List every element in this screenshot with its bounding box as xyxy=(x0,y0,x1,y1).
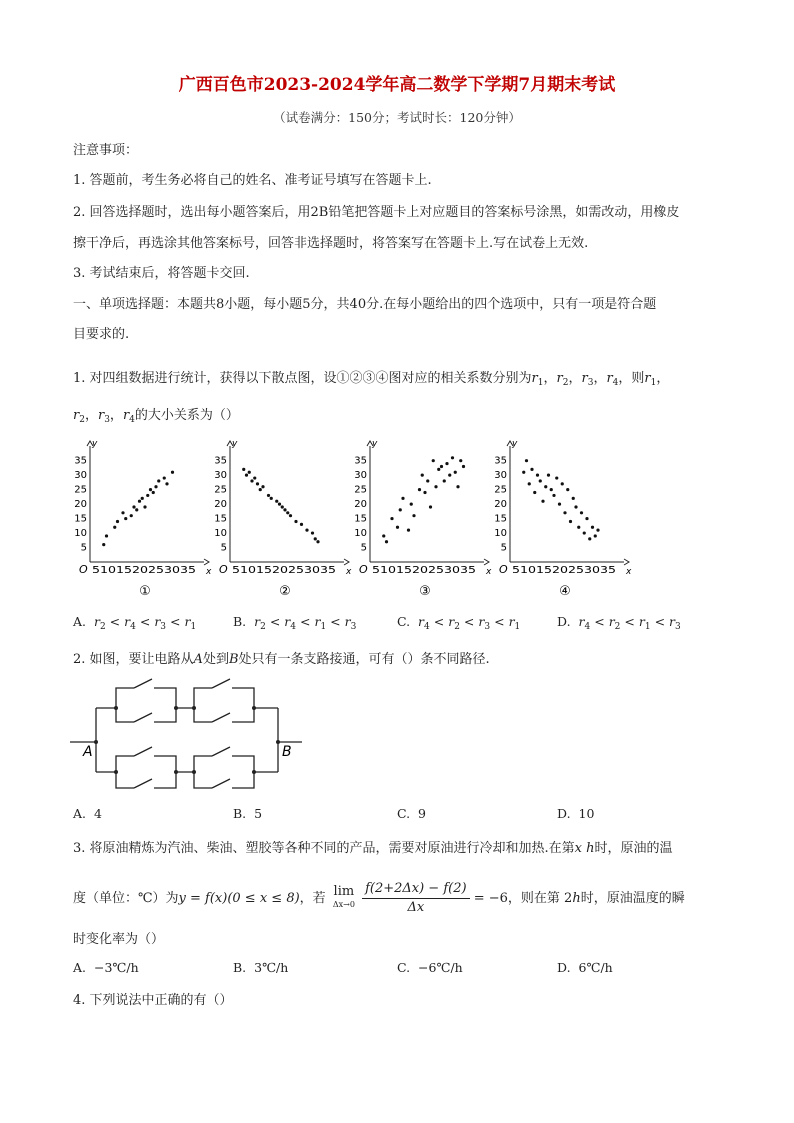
x-arrow xyxy=(624,559,629,565)
scatter-point xyxy=(171,471,174,474)
scatter-point xyxy=(253,476,256,479)
scatter-point xyxy=(242,468,245,471)
y-axis-label: y xyxy=(512,439,518,449)
scatter-point xyxy=(434,485,437,488)
scatter-point xyxy=(539,479,542,482)
scatter-point xyxy=(583,531,586,534)
scatter-point xyxy=(286,511,289,514)
y-tick-label: 20 xyxy=(214,499,227,511)
origin-label: O xyxy=(219,563,228,576)
scatter-point xyxy=(105,534,108,537)
scatter-point xyxy=(289,514,292,517)
note-item: 擦干净后，再选涂其他答案标号，回答非选择题时，将答案写在答题卡上.写在试卷上无效. xyxy=(73,236,589,251)
q1-option-a[interactable]: A. $r_2 < r_4 < r_3 < r_1$ xyxy=(73,614,197,632)
y-tick-label: 20 xyxy=(74,499,87,511)
scatter-point xyxy=(130,514,133,517)
r-symbol: $r_4$ xyxy=(124,614,136,632)
scatter-point xyxy=(423,491,426,494)
scatter-point xyxy=(154,485,157,488)
y-tick-label: 30 xyxy=(354,470,367,482)
y-tick-label: 20 xyxy=(494,499,507,511)
q3-option-a[interactable]: A. −3℃/h xyxy=(73,960,139,975)
x-arrow xyxy=(484,559,489,565)
r-symbol: $r_1$ xyxy=(184,614,197,632)
scatter-point xyxy=(588,537,591,540)
scatter-plot-1 xyxy=(74,439,212,598)
r-symbol: $r_4$ xyxy=(578,614,591,632)
page-title: 广西百色市2023-2024学年高二数学下学期7月期末考试 xyxy=(178,75,616,95)
x-tick-labels: 5101520253035 xyxy=(92,565,196,576)
y-tick-label: 10 xyxy=(354,528,367,540)
x-tick-labels: 5101520253035 xyxy=(232,565,336,576)
notes-heading: 注意事项： xyxy=(73,143,139,158)
scatter-point xyxy=(248,471,251,474)
q1-option-b[interactable]: B. $r_2 < r_4 < r_1 < r_3$ xyxy=(233,614,357,632)
question-2-stem: 2. 如图，要让电路从A处到B处只有一条支路接通，可有（）条不同路径. xyxy=(73,652,490,667)
scatter-point xyxy=(440,465,443,468)
scatter-point xyxy=(245,474,248,477)
r-symbol: $r_4$ xyxy=(284,614,297,632)
scatter-point xyxy=(544,485,547,488)
scatter-point xyxy=(432,459,435,462)
scatter-point xyxy=(382,534,385,537)
scatter-point xyxy=(558,503,561,506)
scatter-point xyxy=(580,511,583,514)
scatter-point xyxy=(283,508,286,511)
scatter-point xyxy=(533,491,536,494)
scatter-point xyxy=(152,491,155,494)
scatter-point xyxy=(113,526,116,529)
question-3-stem-end: 时变化率为（） xyxy=(73,932,165,947)
x-tick-labels: 5101520253035 xyxy=(372,565,476,576)
y-tick-label: 5 xyxy=(220,542,227,554)
r-symbol: $r_1$ xyxy=(638,614,651,632)
q2-option-c[interactable]: C. 9 xyxy=(397,806,426,821)
r-symbol: $r_2$ xyxy=(93,614,106,632)
q3-option-b[interactable]: B. 3℃/h xyxy=(233,960,289,975)
scatter-point xyxy=(418,488,421,491)
scatter-point xyxy=(143,505,146,508)
y-tick-label: 25 xyxy=(214,484,227,496)
origin-label: O xyxy=(499,563,508,576)
scatter-plots xyxy=(60,436,720,598)
y-tick-label: 35 xyxy=(494,455,507,467)
x-axis-label: x xyxy=(486,567,492,577)
scatter-point xyxy=(300,523,303,526)
scatter-point xyxy=(536,474,539,477)
scatter-point xyxy=(157,479,160,482)
r-symbol: $r_3$ xyxy=(344,614,357,632)
scatter-point xyxy=(138,500,141,503)
q2-option-a[interactable]: A. 4 xyxy=(73,806,102,821)
y-tick-label: 20 xyxy=(354,499,367,511)
r-symbol: $r_3$ xyxy=(154,614,167,632)
scatter-point xyxy=(390,517,393,520)
scatter-point xyxy=(445,462,448,465)
scatter-plot-2 xyxy=(214,439,352,598)
scatter-point xyxy=(566,488,569,491)
r-symbol: $r_3$ xyxy=(669,614,681,632)
scatter-point xyxy=(121,511,124,514)
scatter-point xyxy=(165,482,168,485)
scatter-point xyxy=(250,479,253,482)
scatter-point xyxy=(577,526,580,529)
scatter-point xyxy=(102,543,105,546)
r-symbol: $r_1$ xyxy=(508,614,521,632)
y-tick-label: 25 xyxy=(354,484,367,496)
scatter-point xyxy=(563,511,566,514)
scatter-point xyxy=(547,474,550,477)
scatter-point xyxy=(407,529,410,532)
scatter-point xyxy=(456,485,459,488)
x-arrow xyxy=(344,559,349,565)
scatter-point xyxy=(267,494,270,497)
y-tick-label: 35 xyxy=(74,455,87,467)
exam-info: （试卷满分：150分；考试时长：120分钟） xyxy=(273,110,521,125)
r-symbol: $r_3$ xyxy=(478,614,491,632)
scatter-point xyxy=(569,520,572,523)
y-tick-label: 10 xyxy=(494,528,507,540)
r-symbol: $r_1$ xyxy=(314,614,327,632)
x-tick-labels: 5101520253035 xyxy=(512,565,616,576)
scatter-point xyxy=(530,468,533,471)
note-item: 1. 答题前，考生务必将自己的姓名、准考证号填写在答题卡上. xyxy=(73,173,432,188)
y-tick-label: 30 xyxy=(494,470,507,482)
scatter-point xyxy=(574,505,577,508)
plot-number: ① xyxy=(139,584,151,598)
y-tick-label: 5 xyxy=(360,542,367,554)
scatter-point xyxy=(594,534,597,537)
fraction: $\frac{f(2+2\Delta x) - f(2)}{\Delta x}$ xyxy=(362,880,470,917)
x-axis-label: x xyxy=(346,567,352,577)
scatter-point xyxy=(278,503,281,506)
q1-option-c[interactable]: C. $r_4 < r_2 < r_3 < r_1$ xyxy=(397,614,521,632)
scatter-point xyxy=(462,465,465,468)
y-tick-label: 35 xyxy=(354,455,367,467)
scatter-point xyxy=(596,529,599,532)
scatter-point xyxy=(443,479,446,482)
y-tick-label: 5 xyxy=(80,542,87,554)
scatter-point xyxy=(451,456,454,459)
scatter-point xyxy=(281,505,284,508)
scatter-point xyxy=(146,494,149,497)
scatter-point xyxy=(141,497,144,500)
scatter-point xyxy=(437,468,440,471)
scatter-point xyxy=(552,494,555,497)
scatter-point xyxy=(311,531,314,534)
note-item: 3. 考试结束后，将答题卡交回. xyxy=(73,266,250,281)
x-axis-label: x xyxy=(206,567,212,577)
scatter-point xyxy=(454,471,457,474)
note-item: 2. 回答选择题时，选出每小题答案后，用2B铅笔把答题卡上对应题目的答案标号涂黑，如需改动，用橡皮 xyxy=(73,205,680,220)
y-tick-label: 35 xyxy=(214,455,227,467)
r-symbol: $r_2$ xyxy=(254,614,266,632)
scatter-point xyxy=(135,508,138,511)
scatter-plot-4 xyxy=(494,439,632,598)
scatter-point xyxy=(550,488,553,491)
y-tick-label: 15 xyxy=(354,513,367,525)
scatter-point xyxy=(429,505,432,508)
y-axis-label: y xyxy=(92,439,98,449)
scatter-point xyxy=(541,500,544,503)
scatter-point xyxy=(294,520,297,523)
scatter-point xyxy=(149,488,152,491)
scatter-point xyxy=(561,482,564,485)
x-arrow xyxy=(204,559,209,565)
r-symbol: $r_4$ xyxy=(418,614,430,632)
y-tick-label: 15 xyxy=(494,513,507,525)
section-heading: 一、单项选择题：本题共8小题，每小题5分，共40分.在每小题给出的四个选项中，只有一项是符合题 xyxy=(73,297,657,312)
origin-label: O xyxy=(359,563,368,576)
y-tick-label: 15 xyxy=(74,513,87,525)
scatter-point xyxy=(270,497,273,500)
question-4-stem: 4. 下列说法中正确的有（） xyxy=(73,993,233,1008)
point-a-label: A xyxy=(83,744,93,760)
y-tick-label: 5 xyxy=(500,542,507,554)
plot-number: ③ xyxy=(419,584,431,598)
scatter-point xyxy=(528,482,531,485)
plot-number: ② xyxy=(279,584,291,598)
y-axis-label: y xyxy=(232,439,238,449)
scatter-point xyxy=(116,520,119,523)
q3-option-d[interactable]: D. 6℃/h xyxy=(557,960,613,975)
scatter-point xyxy=(448,474,451,477)
q2-option-b[interactable]: B. 5 xyxy=(233,806,263,821)
y-tick-label: 10 xyxy=(214,528,227,540)
q1-option-d[interactable]: D. $r_4 < r_2 < r_1 < r_3$ xyxy=(557,614,681,632)
section-heading-cont: 目要求的. xyxy=(73,327,130,342)
circuit-diagram xyxy=(70,676,310,802)
scatter-point xyxy=(459,459,462,462)
scatter-point xyxy=(132,505,135,508)
scatter-point xyxy=(163,476,166,479)
scatter-point xyxy=(256,482,259,485)
scatter-point xyxy=(275,500,278,503)
q3-option-c[interactable]: C. −6℃/h xyxy=(397,960,463,975)
question-1-stem: 1. 对四组数据进行统计，获得以下散点图，设①②③④图对应的相关系数分别为$r_1$，$r_2$，$r_3$，$r_4$，则$r_1$， xyxy=(73,371,670,388)
scatter-point xyxy=(410,503,413,506)
scatter-plot-3 xyxy=(354,439,492,598)
scatter-point xyxy=(314,537,317,540)
scatter-point xyxy=(401,497,404,500)
scatter-point xyxy=(124,517,127,520)
scatter-point xyxy=(385,540,388,543)
scatter-point xyxy=(572,497,575,500)
y-axis-label: y xyxy=(372,439,378,449)
scatter-point xyxy=(399,508,402,511)
r-symbol: $r_2$ xyxy=(608,614,621,632)
scatter-point xyxy=(261,485,264,488)
y-tick-label: 30 xyxy=(214,470,227,482)
y-tick-label: 10 xyxy=(74,528,87,540)
scatter-point xyxy=(316,540,319,543)
q2-option-d[interactable]: D. 10 xyxy=(557,806,595,821)
question-3-stem: 3. 将原油精炼为汽油、柴油、塑胶等各种不同的产品，需要对原油进行冷却和加热.在第x h时，原油的温 xyxy=(73,841,673,856)
scatter-point xyxy=(421,474,424,477)
question-1-stem-cont: $r_2$，$r_3$，$r_4$的大小关系为（） xyxy=(73,408,239,425)
y-tick-label: 25 xyxy=(494,484,507,496)
scatter-point xyxy=(396,526,399,529)
scatter-point xyxy=(305,529,308,532)
limit-expression: lim Δx→0 xyxy=(332,884,355,909)
scatter-point xyxy=(555,476,558,479)
point-b-label: B xyxy=(282,744,292,760)
question-3-stem-cont: 度（单位：℃）为y = f(x)(0 ≤ x ≤ 8)，若 lim Δx→0 $\frac{f(2+2\Delta x) - f(2)}{\Delta x}$ = −6，则在第 2h时，原油温度的瞬 xyxy=(73,881,685,915)
y-tick-label: 30 xyxy=(74,470,87,482)
y-tick-label: 25 xyxy=(74,484,87,496)
scatter-point xyxy=(426,479,429,482)
scatter-point xyxy=(412,514,415,517)
r-symbol: $r_2$ xyxy=(448,614,460,632)
plot-number: ④ xyxy=(559,584,571,598)
x-axis-label: x xyxy=(626,567,632,577)
scatter-point xyxy=(522,471,525,474)
scatter-point xyxy=(525,459,528,462)
y-tick-label: 15 xyxy=(214,513,227,525)
scatter-point xyxy=(585,517,588,520)
origin-label: O xyxy=(79,563,88,576)
scatter-point xyxy=(591,526,594,529)
scatter-point xyxy=(259,488,262,491)
